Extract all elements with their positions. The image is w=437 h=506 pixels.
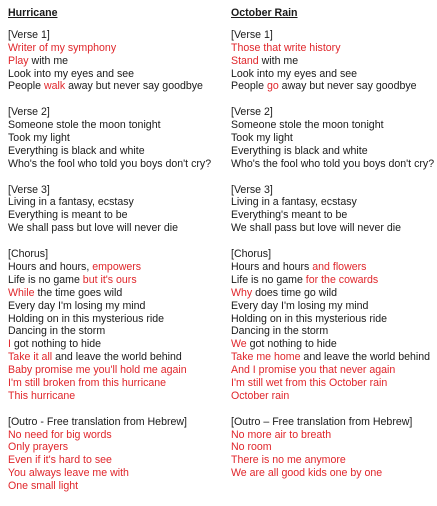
section-heading: [Verse 2] xyxy=(8,106,50,119)
lyric-text: Holding on in this mysterious ride xyxy=(231,312,388,325)
lyric-line xyxy=(231,338,437,351)
changed-lyric-text: And I promise you that never again xyxy=(231,364,396,377)
changed-lyric-text: Even if it's hard to see xyxy=(8,454,112,467)
lyric-line xyxy=(231,325,437,338)
changed-lyric-text: Those that write history xyxy=(231,41,341,54)
lyric-text: and leave the world behind xyxy=(300,351,431,364)
lyric-line xyxy=(231,222,437,235)
lyric-text: Life is no game xyxy=(231,273,306,286)
lyric-line xyxy=(231,42,437,55)
lyric-line xyxy=(8,313,223,326)
changed-lyric-text: October rain xyxy=(231,389,290,402)
lyric-text: the time goes wild xyxy=(34,286,123,299)
lyric-text: and leave the world behind xyxy=(52,351,182,364)
lyric-line xyxy=(8,145,223,158)
lyric-text: Everything's meant to be xyxy=(231,209,348,222)
lyric-text: Dancing in the storm xyxy=(8,325,106,338)
changed-lyric-text: One small light xyxy=(8,480,79,493)
lyric-line xyxy=(8,377,223,390)
lyrics-section xyxy=(231,248,437,403)
lyric-text: Who's the fool who told you boys don't cry? xyxy=(8,157,212,170)
lyric-text: Took my light xyxy=(231,132,293,145)
lyric-line xyxy=(231,287,437,300)
lyrics-section xyxy=(231,416,437,480)
changed-lyric-text: walk xyxy=(43,80,66,93)
section-heading: [Verse 3] xyxy=(8,183,50,196)
lyric-line xyxy=(8,55,223,68)
lyric-line xyxy=(8,287,223,300)
lyrics-section xyxy=(8,29,223,93)
changed-lyric-text: No more air to breath xyxy=(231,428,332,441)
lyric-line xyxy=(231,467,437,480)
lyric-text: Look into my eyes and see xyxy=(8,67,135,80)
changed-lyric-text: Why xyxy=(231,286,253,299)
section-heading: [Verse 1] xyxy=(231,28,273,41)
lyrics-section xyxy=(231,106,437,170)
lyric-line xyxy=(231,429,437,442)
lyric-line xyxy=(8,132,223,145)
lyric-text: Hours and hours, xyxy=(8,260,93,273)
lyric-text: does time go wild xyxy=(252,286,337,299)
changed-lyric-text: I'm still broken from this hurricane xyxy=(8,376,167,389)
lyric-line xyxy=(8,209,223,222)
lyric-text: People xyxy=(231,80,267,93)
lyric-line xyxy=(8,364,223,377)
lyric-line xyxy=(231,209,437,222)
lyric-line xyxy=(8,119,223,132)
lyric-line xyxy=(8,441,223,454)
lyric-text: Every day I'm losing my mind xyxy=(231,299,369,312)
lyrics-section xyxy=(8,416,223,493)
section-heading: [Verse 2] xyxy=(231,106,273,119)
lyric-text: with me xyxy=(258,54,299,67)
lyrics-column-hurricane xyxy=(8,7,223,506)
lyric-text: Dancing in the storm xyxy=(231,325,329,338)
lyric-text: Who's the fool who told you boys don't cry? xyxy=(231,157,435,170)
lyric-line xyxy=(231,55,437,68)
lyric-text: Every day I'm losing my mind xyxy=(8,299,146,312)
lyric-text: Life is no game xyxy=(8,273,83,286)
lyric-text: Someone stole the moon tonight xyxy=(231,119,384,132)
lyric-line xyxy=(8,338,223,351)
lyrics-section xyxy=(8,106,223,170)
lyric-line xyxy=(231,132,437,145)
lyric-line xyxy=(8,429,223,442)
lyric-text: away but never say goodbye xyxy=(65,80,203,93)
section-heading: [Verse 3] xyxy=(231,183,273,196)
section-heading: [Verse 1] xyxy=(8,28,50,41)
changed-lyric-text: Stand xyxy=(231,54,259,67)
lyric-line xyxy=(8,80,223,93)
changed-lyric-text: This hurricane xyxy=(8,389,76,402)
lyric-line xyxy=(231,80,437,93)
changed-lyric-text: No room xyxy=(231,441,272,454)
changed-lyric-text: While xyxy=(8,286,35,299)
lyric-line xyxy=(231,454,437,467)
section-heading: [Chorus] xyxy=(231,248,272,261)
lyric-text: with me xyxy=(28,54,69,67)
lyric-line xyxy=(8,351,223,364)
song-title: Hurricane xyxy=(8,7,58,19)
lyric-line xyxy=(231,145,437,158)
lyric-line xyxy=(231,441,437,454)
lyric-text: Took my light xyxy=(8,132,70,145)
changed-lyric-text: I'm still wet from this October rain xyxy=(231,376,388,389)
lyric-text: Hours and hours xyxy=(231,260,313,273)
lyric-text: got nothing to hide xyxy=(10,338,102,351)
lyric-text: Living in a fantasy, ecstasy xyxy=(231,196,357,209)
lyric-text: Living in a fantasy, ecstasy xyxy=(8,196,134,209)
changed-lyric-text: We xyxy=(231,338,247,351)
lyric-line xyxy=(231,351,437,364)
lyric-line xyxy=(231,364,437,377)
changed-lyric-text: Baby promise me you'll hold me again xyxy=(8,364,187,377)
changed-lyric-text: You always leave me with xyxy=(8,467,129,480)
changed-lyric-text: Only prayers xyxy=(8,441,69,454)
lyric-text: We shall pass but love will never die xyxy=(231,222,401,235)
changed-lyric-text: Play xyxy=(8,54,29,67)
lyrics-section xyxy=(231,29,437,93)
lyrics-section xyxy=(231,184,437,236)
lyric-text: Everything is black and white xyxy=(231,144,368,157)
lyric-line xyxy=(231,300,437,313)
lyric-line xyxy=(231,68,437,81)
lyrics-section xyxy=(8,184,223,236)
lyric-line xyxy=(231,377,437,390)
lyric-line xyxy=(231,313,437,326)
section-heading: [Outro - Free translation from Hebrew] xyxy=(8,415,187,428)
lyric-line xyxy=(8,274,223,287)
lyric-line xyxy=(8,68,223,81)
lyric-line xyxy=(8,222,223,235)
lyric-text: We shall pass but love will never die xyxy=(8,222,178,235)
changed-lyric-text: There is no me anymore xyxy=(231,454,346,467)
lyric-line xyxy=(8,390,223,403)
changed-lyric-text: No need for big words xyxy=(8,428,112,441)
section-heading: [Chorus] xyxy=(8,248,49,261)
lyric-text: Someone stole the moon tonight xyxy=(8,119,161,132)
lyric-line xyxy=(8,158,223,171)
lyric-line xyxy=(231,196,437,209)
section-heading: [Outro – Free translation from Hebrew] xyxy=(231,415,413,428)
lyric-line xyxy=(231,119,437,132)
changed-lyric-text: go xyxy=(266,80,279,93)
changed-lyric-text: Take me home xyxy=(231,351,301,364)
changed-lyric-text: Take it all xyxy=(8,351,53,364)
lyric-text: got nothing to hide xyxy=(246,338,337,351)
song-title: October Rain xyxy=(231,7,298,19)
lyric-line xyxy=(8,480,223,493)
changed-lyric-text: Writer of my symphony xyxy=(8,41,117,54)
changed-lyric-text: empowers xyxy=(92,260,142,273)
lyric-line xyxy=(231,261,437,274)
lyric-line xyxy=(231,158,437,171)
lyrics-column-october-rain xyxy=(231,7,437,493)
changed-lyric-text: I xyxy=(8,338,11,351)
lyric-line xyxy=(8,454,223,467)
lyric-text: People xyxy=(8,80,44,93)
lyric-line xyxy=(8,325,223,338)
changed-lyric-text: but it's ours xyxy=(82,273,137,286)
lyric-line xyxy=(8,196,223,209)
changed-lyric-text: for the cowards xyxy=(305,273,379,286)
lyric-text: Everything is black and white xyxy=(8,144,145,157)
lyrics-section xyxy=(8,248,223,403)
lyric-text: Look into my eyes and see xyxy=(231,67,358,80)
lyric-line xyxy=(8,300,223,313)
changed-lyric-text: We are all good kids one by one xyxy=(231,467,383,480)
lyric-line xyxy=(8,261,223,274)
lyric-line xyxy=(8,467,223,480)
changed-lyric-text: and flowers xyxy=(312,260,367,273)
lyric-line xyxy=(231,390,437,403)
lyric-line xyxy=(231,274,437,287)
lyric-text: Everything is meant to be xyxy=(8,209,128,222)
lyric-line xyxy=(8,42,223,55)
lyric-text: away but never say goodbye xyxy=(278,80,417,93)
lyric-text: Holding on in this mysterious ride xyxy=(8,312,165,325)
